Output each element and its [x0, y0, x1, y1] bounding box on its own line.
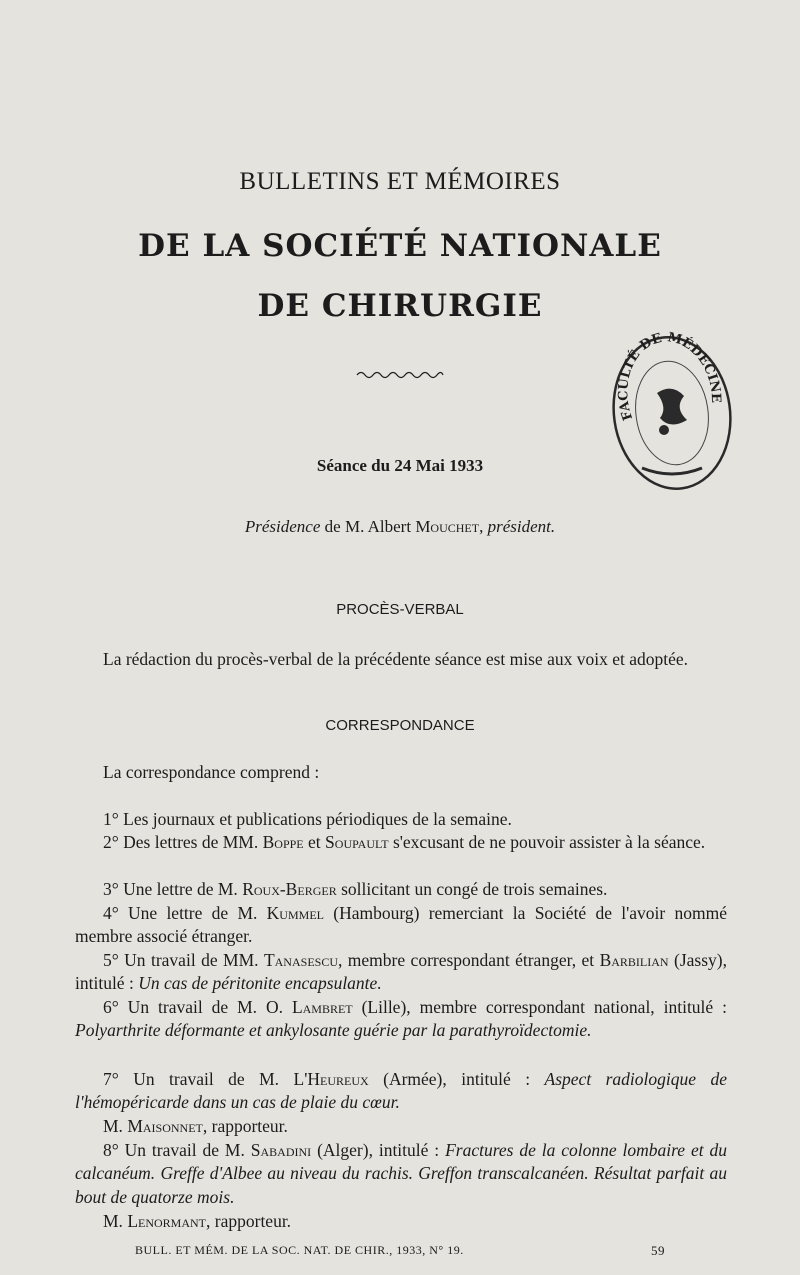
item-7-title: Aspect radiologique de l'hémopéricarde dans un cas de plaie du cœur.	[75, 1069, 727, 1113]
list-item-3	[75, 878, 727, 901]
wavy-rule-ornament	[355, 368, 445, 382]
item-6-title: Polyarthrite déformante et ankylosante guérie par la parathyroïdectomie.	[75, 1020, 592, 1041]
rapporteur-1-suffix: , rapporteur.	[202, 1116, 288, 1136]
item-2-text-b: et	[303, 832, 326, 852]
item-5-name-2: Barbilian	[599, 950, 669, 970]
correspondance-intro	[75, 761, 727, 784]
item-5-text-a: 5° Un travail de MM.	[103, 950, 264, 970]
list-item-5	[75, 949, 727, 996]
presidence-sep: ,	[479, 517, 488, 536]
item-6-text-b: (Lille), membre correspondant national, intitulé :	[352, 997, 727, 1017]
item-7-text-b: (Armée), intitulé :	[368, 1069, 545, 1089]
list-item-8	[75, 1139, 727, 1209]
header-title-line1: BULLETINS ET MÉMOIRES	[239, 168, 561, 195]
presidence-line	[0, 517, 800, 537]
item-5-name-1: Tanasescu	[263, 950, 338, 970]
footer-citation: BULL. ET MÉM. DE LA SOC. NAT. DE CHIR., 1933, N° 19.	[135, 1243, 464, 1257]
session-title: Séance du 24 Mai 1933	[316, 456, 484, 475]
page-number: 59	[651, 1243, 665, 1258]
rapporteur-2-prefix: M.	[103, 1211, 128, 1231]
item-3-name: Roux-Berger	[242, 879, 337, 899]
item-5-text-b: , membre correspondant étranger, et	[338, 950, 600, 970]
pv-text: La rédaction du procès-verbal de la précédente séance est mise aux voix et adoptée.	[103, 649, 689, 669]
pv-paragraph	[75, 648, 727, 671]
header-title-line3: DE CHIRURGIE	[257, 288, 543, 324]
item-8-text-a: 8° Un travail de M.	[103, 1140, 251, 1160]
item-2-name-2: Soupault	[325, 832, 389, 852]
rapporteur-2-suffix: , rapporteur.	[206, 1211, 292, 1231]
presidence-label: Présidence	[244, 517, 321, 536]
item-4-text-b: (Hambourg) remerciant la Société de l'avoir nommé membre associé étranger.	[75, 903, 727, 947]
list-item-4	[75, 902, 727, 949]
page-footer	[135, 1243, 665, 1258]
item-6-name: Lambret	[291, 997, 353, 1017]
item-3-text-a: 3° Une lettre de M.	[103, 879, 243, 899]
item-5-title: Un cas de péritonite encapsulante.	[138, 973, 382, 994]
item-2-text-c: s'excusant de ne pouvoir assister à la séance.	[388, 832, 706, 852]
presidence-middle: de M. Albert	[320, 517, 416, 536]
list-item-2	[75, 831, 727, 854]
header-title-line2: DE LA SOCIÉTÉ NATIONALE	[138, 228, 662, 264]
item-2-name-1: Boppe	[262, 832, 304, 852]
rapporteur-1-prefix: M.	[103, 1116, 128, 1136]
president-title: président.	[487, 517, 556, 536]
item-5-text-c: (Jassy), intitulé :	[75, 950, 727, 994]
item-8-title: Fractures de la colonne lombaire et du calcanéum. Greffe d'Albee au niveau du rachis. Greffon transcalcanéen. Résultat parfait au bout de quatorze mois.	[75, 1140, 727, 1207]
corr-intro-text: La correspondance comprend :	[103, 762, 320, 782]
item-8-text-b: (Alger), intitulé :	[311, 1140, 446, 1160]
section-heading-correspondance: CORRESPONDANCE	[325, 717, 475, 734]
item-4-text-a: 4° Une lettre de M.	[103, 903, 267, 923]
rapporteur-line-1	[75, 1115, 727, 1138]
item-8-name: Sabadini	[250, 1140, 312, 1160]
rapporteur-1-name: Maisonnet	[127, 1116, 203, 1136]
item-2-text-a: 2° Des lettres de MM.	[103, 832, 263, 852]
president-name: Mouchet	[415, 517, 480, 536]
item-7-name: L'Heureux	[293, 1069, 369, 1089]
section-heading-proces-verbal: PROCÈS-VERBAL	[336, 601, 464, 618]
rapporteur-2-name: Lenormant	[127, 1211, 207, 1231]
item-3-text-b: sollicitant un congé de trois semaines.	[336, 879, 608, 899]
item-1-text: 1° Les journaux et publications périodiques de la semaine.	[103, 809, 512, 829]
item-4-name: Kummel	[266, 903, 324, 923]
item-6-text-a: 6° Un travail de M. O.	[103, 997, 292, 1017]
list-item-1	[75, 808, 727, 831]
list-item-7	[75, 1068, 727, 1115]
list-item-6	[75, 996, 727, 1043]
stamp-text: FACULTÉ DE MÉDECINE	[616, 330, 724, 423]
item-7-text-a: 7° Un travail de M.	[103, 1069, 294, 1089]
rapporteur-line-2	[75, 1210, 727, 1233]
